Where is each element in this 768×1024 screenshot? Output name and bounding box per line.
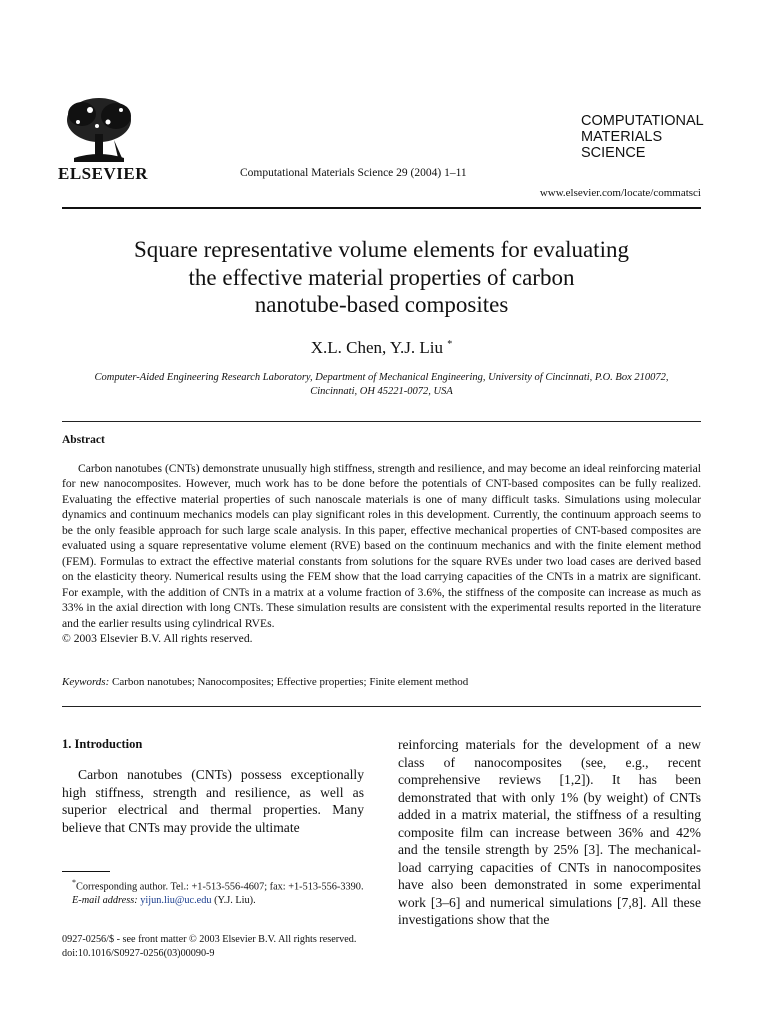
affiliation — [62, 371, 701, 399]
section-heading: 1. Introduction — [62, 737, 143, 751]
email-suffix: (Y.J. Liu). — [214, 895, 256, 907]
footer-doi[interactable]: doi:10.1016/S0927-0256(03)00090-9 — [62, 948, 215, 959]
footer-issn: 0927-0256/$ - see front matter © 2003 Elsevier B.V. All rights reserved. — [62, 934, 357, 945]
abstract-body — [62, 461, 701, 646]
elsevier-logo — [58, 96, 148, 184]
footnote — [62, 876, 364, 908]
elsevier-tree-icon — [64, 96, 134, 162]
corresponding-mark: * — [447, 339, 453, 350]
journal-logo-line: SCIENCE — [581, 145, 646, 161]
page-footer — [62, 933, 356, 961]
abstract-paragraph: Carbon nanotubes (CNTs) demonstrate unusually high stiffness, strength and resilience, and may become an ideal reinforcing material for new nanocomposites. However, much work has to be done before the potentials of CNT-based composites can be fully realized. Evaluating the effective material properties of such nanoscale materials is one of many difficult tasks. Simulations using molecular dynamics and continuum mechanics models can play significant roles in this development. Currently, the continuum approach seems to be the only feasible approach for such large scale analysis. In this paper, effective mechanical properties of CNT-based composites are evaluated using a square representative volume element (RVE) based on the continuum mechanics and with the finite element method (FEM). Formulas to extract the effective material constants from solutions for the square RVEs under two load cases are derived based on the elasticity theory. Numerical results using the FEM show that the load carrying capacities of the CNTs in a matrix are significant. For example, with the addition of CNTs in a matrix at a volume fraction of 3.6%, the stiffness of the composite can increase as much as 33% in the axial direction with long CNTs. These simulation results are consistent with the experimental results reported in the literature and the earlier results using cylindrical RVEs. — [62, 462, 701, 630]
title-line: nanotube-based composites — [254, 292, 509, 317]
right-column — [398, 736, 701, 929]
left-column — [62, 766, 364, 836]
authors: X.L. Chen, Y.J. Liu — [310, 338, 443, 357]
corresponding-author-note — [62, 876, 364, 894]
corresponding-text: Corresponding author. Tel.: +1-513-556-4607; fax: +1-513-556-3390. — [76, 881, 364, 893]
paper-title — [62, 236, 701, 319]
intro-continuation: reinforcing materials for the development of a new class of nanocomposites (see, e.g., recent comprehensive reviews [1,2]). It has been demonstrated that with only 1% (by weight) of CNTs added in a matrix material, the stiffness of a resulting composite film can increase between 36% and 42% and the tensile strength by 25% [3]. The mechanical-load carrying capacities of CNTs in nanocomposites have also been demonstrated in some experimental work [3–6] and numerical simulations [7,8]. All these investigations show that the — [398, 737, 701, 927]
journal-logo-line: MATERIALS — [581, 129, 663, 145]
affiliation-line: Cincinnati, OH 45221-0072, USA — [310, 386, 453, 397]
footnote-mark: * — [72, 878, 76, 887]
journal-url[interactable]: www.elsevier.com/locate/commatsci — [539, 187, 701, 199]
author-list — [62, 338, 701, 358]
header-rule — [62, 207, 701, 209]
abstract-heading: Abstract — [62, 434, 105, 446]
keywords-list: Carbon nanotubes; Nanocomposites; Effective properties; Finite element method — [112, 676, 469, 688]
title-line: the effective material properties of carbon — [188, 264, 575, 290]
footnote-rule — [62, 871, 110, 872]
keywords-label: Keywords: — [62, 676, 110, 688]
affiliation-line: Computer-Aided Engineering Research Laboratory, Department of Mechanical Engineering, University of Cincinnati, P.O. Box 210072, — [94, 372, 669, 383]
abstract-top-rule — [62, 421, 701, 422]
intro-paragraph: Carbon nanotubes (CNTs) possess exceptionally high stiffness, strength and resilience, as well as superior electrical and thermal properties. Many believe that CNTs may provide the ultimate — [62, 767, 364, 835]
email-note — [62, 894, 364, 908]
journal-logo-line: COMPUTATIONAL — [581, 113, 704, 129]
keywords — [62, 676, 468, 688]
email-label: E-mail address: — [72, 895, 138, 907]
abstract-bottom-rule — [62, 706, 701, 707]
title-line: Square representative volume elements for evaluating — [134, 237, 629, 262]
publisher-name: ELSEVIER — [58, 164, 148, 183]
email-link[interactable]: yijun.liu@uc.edu — [140, 895, 212, 907]
journal-logo — [581, 113, 711, 161]
journal-citation: Computational Materials Science 29 (2004) 1–11 — [240, 167, 467, 179]
abstract-copyright: © 2003 Elsevier B.V. All rights reserved. — [62, 631, 253, 645]
